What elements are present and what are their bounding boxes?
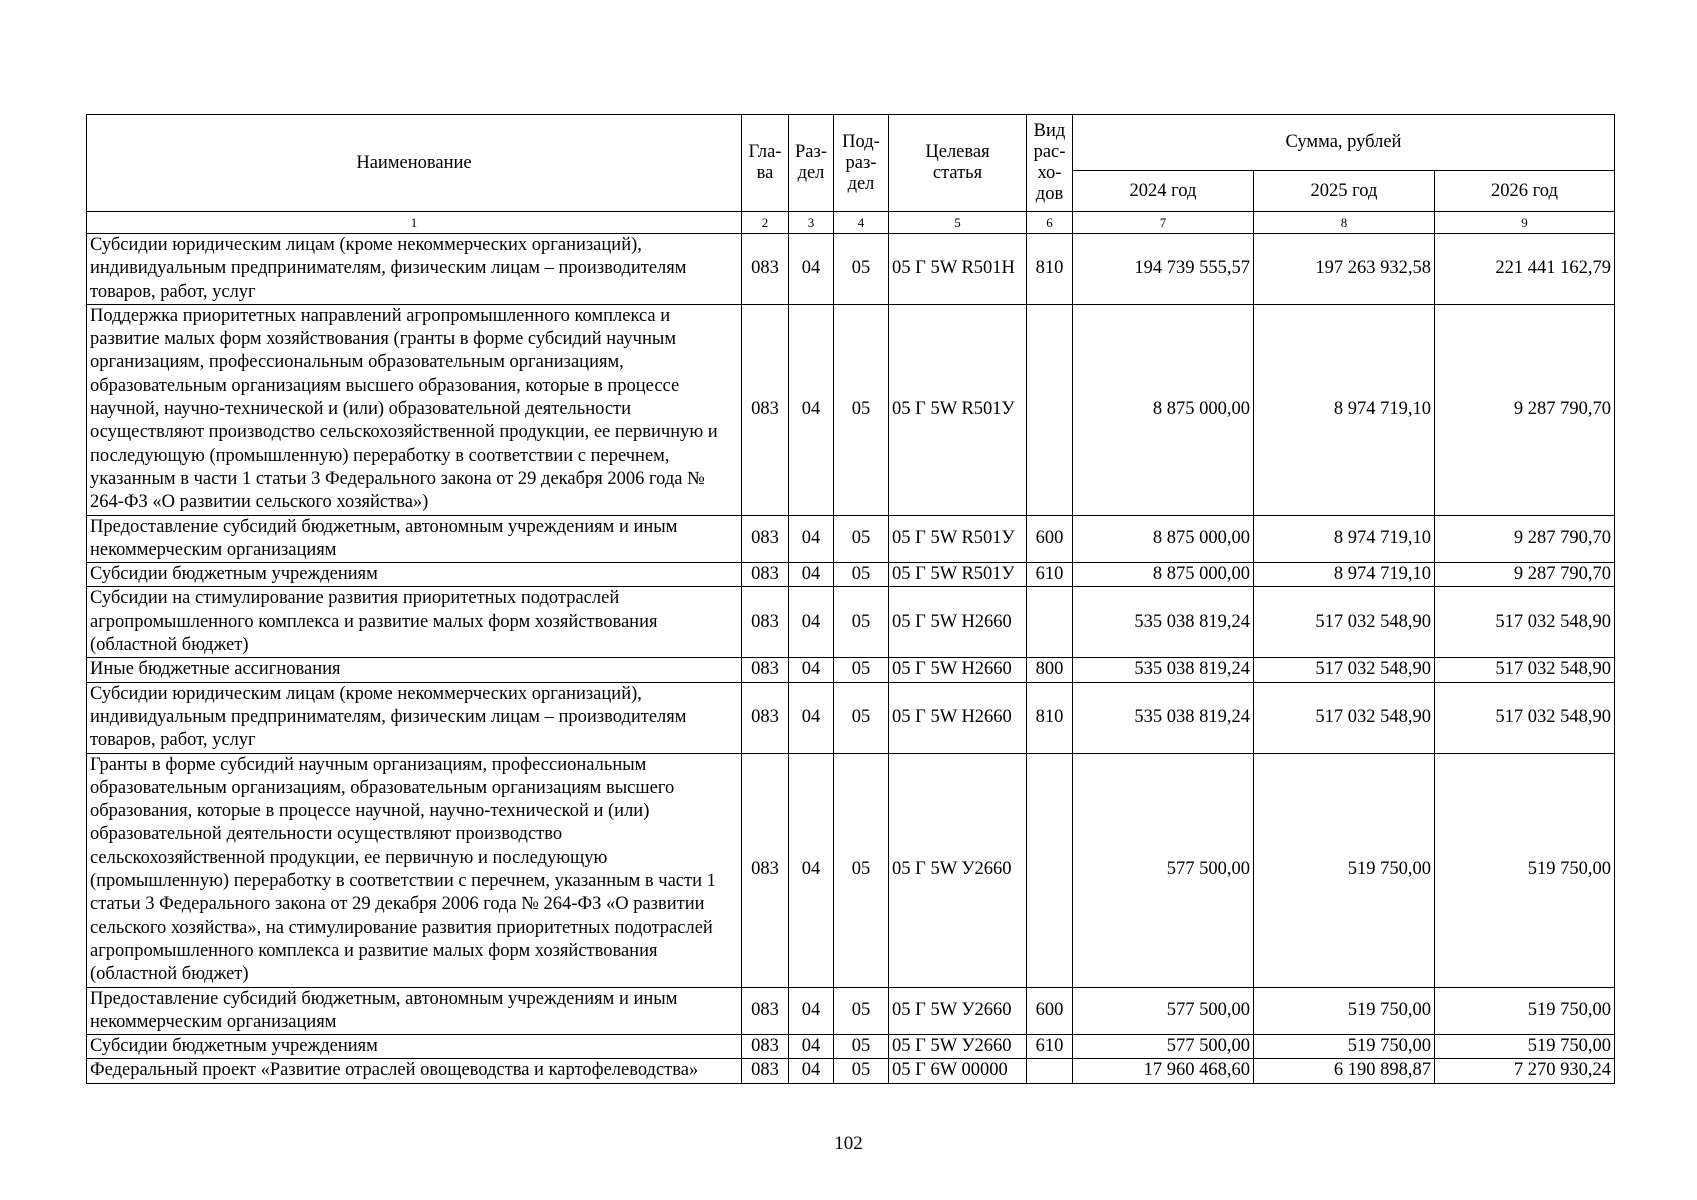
row-razdel: 04 — [789, 1059, 834, 1083]
table-row — [87, 1035, 1615, 1059]
row-amount-2024: 577 500,00 — [1073, 753, 1254, 987]
table-row — [87, 987, 1615, 1035]
row-vid: 810 — [1027, 682, 1073, 753]
row-vid: 600 — [1027, 987, 1073, 1035]
page-number: 102 — [834, 1133, 863, 1154]
row-podrazdel: 05 — [834, 682, 889, 753]
row-target-code: 05 Г 5W Н2660 — [889, 658, 1027, 682]
row-amount-2024: 535 038 819,24 — [1073, 587, 1254, 658]
row-amount-2025: 519 750,00 — [1254, 1035, 1435, 1059]
column-number: 9 — [1435, 212, 1615, 234]
row-razdel: 04 — [789, 304, 834, 515]
row-vid: 810 — [1027, 234, 1073, 305]
row-amount-2025: 517 032 548,90 — [1254, 587, 1435, 658]
row-amount-2025: 8 974 719,10 — [1254, 515, 1435, 563]
row-glava: 083 — [742, 658, 789, 682]
row-target-code: 05 Г 5W У2660 — [889, 753, 1027, 987]
row-razdel: 04 — [789, 587, 834, 658]
row-target-code: 05 Г 5W R501У — [889, 515, 1027, 563]
row-target-code: 05 Г 5W R501У — [889, 563, 1027, 587]
row-glava: 083 — [742, 234, 789, 305]
header-razdel: Раз-дел — [789, 115, 834, 212]
row-podrazdel: 05 — [834, 304, 889, 515]
row-razdel: 04 — [789, 563, 834, 587]
row-glava: 083 — [742, 515, 789, 563]
row-target-code: 05 Г 6W 00000 — [889, 1059, 1027, 1083]
row-amount-2026: 517 032 548,90 — [1435, 682, 1615, 753]
table-row — [87, 587, 1615, 658]
table-row — [87, 304, 1615, 515]
header-year-2026: 2026 год — [1435, 171, 1615, 212]
column-number: 4 — [834, 212, 889, 234]
row-podrazdel: 05 — [834, 1035, 889, 1059]
row-name: Субсидии юридическим лицам (кроме некоммерческих организаций), индивидуальным предпринимателям, физическим лицам – производителям товаров, работ, услуг — [87, 682, 742, 753]
row-glava: 083 — [742, 1059, 789, 1083]
row-amount-2025: 519 750,00 — [1254, 987, 1435, 1035]
row-amount-2026: 519 750,00 — [1435, 753, 1615, 987]
table-row — [87, 682, 1615, 753]
row-glava: 083 — [742, 563, 789, 587]
row-razdel: 04 — [789, 658, 834, 682]
row-name: Гранты в форме субсидий научным организациям, профессиональным образовательным организациям, образовательным организациям высшего образования, которые в процессе научной, научно-технической и (или) образовательной деятельности осуществляют производство сельскохозяйственной продукции, ее первичную и последующую (промышленную) переработку в соответствии с перечнем, указанным в части 1 статьи 3 Федерального закона от 29 декабря 2006 года № 264-ФЗ «О развитии сельского хозяйства», на стимулирование развития приоритетных подотраслей агропромышленного комплекса и развитие малых форм хозяйствования (областной бюджет) — [87, 753, 742, 987]
header-vid-raskhodov: Вид рас-хо-дов — [1027, 115, 1073, 212]
column-number: 3 — [789, 212, 834, 234]
table-row — [87, 658, 1615, 682]
row-amount-2026: 9 287 790,70 — [1435, 515, 1615, 563]
row-vid: 600 — [1027, 515, 1073, 563]
row-razdel: 04 — [789, 753, 834, 987]
column-number: 1 — [87, 212, 742, 234]
row-amount-2024: 535 038 819,24 — [1073, 658, 1254, 682]
row-target-code: 05 Г 5W У2660 — [889, 1035, 1027, 1059]
row-podrazdel: 05 — [834, 587, 889, 658]
header-podrazdel: Под-раз-дел — [834, 115, 889, 212]
row-name: Поддержка приоритетных направлений агропромышленного комплекса и развитие малых форм хозяйствования (гранты в форме субсидий научным организациям, профессиональным образовательным организациям, образовательным организациям высшего образования, которые в процессе научной, научно-технической и (или) образовательной деятельности осуществляют производство сельскохозяйственной продукции, ее первичную и последующую (промышленную) переработку в соответствии с перечнем, указанным в части 1 статьи 3 Федерального закона от 29 декабря 2006 года № 264-ФЗ «О развитии сельского хозяйства») — [87, 304, 742, 515]
row-glava: 083 — [742, 304, 789, 515]
header-year-2025: 2025 год — [1254, 171, 1435, 212]
row-amount-2026: 519 750,00 — [1435, 987, 1615, 1035]
row-vid — [1027, 753, 1073, 987]
header-name: Наименование — [87, 115, 742, 212]
row-amount-2024: 8 875 000,00 — [1073, 563, 1254, 587]
row-amount-2024: 194 739 555,57 — [1073, 234, 1254, 305]
column-number-row — [87, 212, 1615, 234]
budget-table — [86, 114, 1615, 1084]
row-amount-2025: 8 974 719,10 — [1254, 304, 1435, 515]
row-name: Предоставление субсидий бюджетным, автономным учреждениям и иным некоммерческим организациям — [87, 515, 742, 563]
row-amount-2025: 517 032 548,90 — [1254, 658, 1435, 682]
row-amount-2025: 8 974 719,10 — [1254, 563, 1435, 587]
header-glava: Гла-ва — [742, 115, 789, 212]
row-podrazdel: 05 — [834, 1059, 889, 1083]
header-tselevaya-statya: Целевая статья — [889, 115, 1027, 212]
row-amount-2025: 6 190 898,87 — [1254, 1059, 1435, 1083]
table-row — [87, 234, 1615, 305]
row-vid — [1027, 1059, 1073, 1083]
row-razdel: 04 — [789, 234, 834, 305]
row-target-code: 05 Г 5W R501Н — [889, 234, 1027, 305]
column-number: 6 — [1027, 212, 1073, 234]
table-row — [87, 563, 1615, 587]
table-header — [87, 115, 1615, 234]
row-name: Субсидии на стимулирование развития приоритетных подотраслей агропромышленного комплекса и развитие малых форм хозяйствования (областной бюджет) — [87, 587, 742, 658]
row-vid — [1027, 587, 1073, 658]
row-glava: 083 — [742, 987, 789, 1035]
row-amount-2026: 9 287 790,70 — [1435, 563, 1615, 587]
header-summa: Сумма, рублей — [1073, 115, 1615, 171]
row-name: Субсидии бюджетным учреждениям — [87, 1035, 742, 1059]
row-amount-2024: 17 960 468,60 — [1073, 1059, 1254, 1083]
row-amount-2025: 197 263 932,58 — [1254, 234, 1435, 305]
column-number: 2 — [742, 212, 789, 234]
row-name: Предоставление субсидий бюджетным, автономным учреждениям и иным некоммерческим организациям — [87, 987, 742, 1035]
row-amount-2026: 519 750,00 — [1435, 1035, 1615, 1059]
row-podrazdel: 05 — [834, 658, 889, 682]
row-amount-2024: 8 875 000,00 — [1073, 515, 1254, 563]
row-glava: 083 — [742, 753, 789, 987]
row-name: Иные бюджетные ассигнования — [87, 658, 742, 682]
row-amount-2025: 517 032 548,90 — [1254, 682, 1435, 753]
row-amount-2026: 517 032 548,90 — [1435, 587, 1615, 658]
row-podrazdel: 05 — [834, 987, 889, 1035]
table-row — [87, 753, 1615, 987]
row-target-code: 05 Г 5W Н2660 — [889, 587, 1027, 658]
row-amount-2025: 519 750,00 — [1254, 753, 1435, 987]
row-amount-2026: 221 441 162,79 — [1435, 234, 1615, 305]
row-amount-2024: 535 038 819,24 — [1073, 682, 1254, 753]
row-name: Федеральный проект «Развитие отраслей овощеводства и картофелеводства» — [87, 1059, 742, 1083]
header-year-2024: 2024 год — [1073, 171, 1254, 212]
row-razdel: 04 — [789, 1035, 834, 1059]
row-amount-2026: 7 270 930,24 — [1435, 1059, 1615, 1083]
row-glava: 083 — [742, 1035, 789, 1059]
row-razdel: 04 — [789, 987, 834, 1035]
row-amount-2026: 517 032 548,90 — [1435, 658, 1615, 682]
row-target-code: 05 Г 5W У2660 — [889, 987, 1027, 1035]
row-name: Субсидии юридическим лицам (кроме некоммерческих организаций), индивидуальным предпринимателям, физическим лицам – производителям товаров, работ, услуг — [87, 234, 742, 305]
row-amount-2024: 8 875 000,00 — [1073, 304, 1254, 515]
row-amount-2024: 577 500,00 — [1073, 1035, 1254, 1059]
row-name: Субсидии бюджетным учреждениям — [87, 563, 742, 587]
row-razdel: 04 — [789, 682, 834, 753]
table-row — [87, 1059, 1615, 1083]
row-podrazdel: 05 — [834, 234, 889, 305]
table-row — [87, 515, 1615, 563]
row-glava: 083 — [742, 682, 789, 753]
row-glava: 083 — [742, 587, 789, 658]
row-razdel: 04 — [789, 515, 834, 563]
row-podrazdel: 05 — [834, 515, 889, 563]
row-vid: 800 — [1027, 658, 1073, 682]
row-target-code: 05 Г 5W R501У — [889, 304, 1027, 515]
column-number: 5 — [889, 212, 1027, 234]
row-target-code: 05 Г 5W Н2660 — [889, 682, 1027, 753]
row-vid: 610 — [1027, 563, 1073, 587]
row-amount-2024: 577 500,00 — [1073, 987, 1254, 1035]
column-number: 7 — [1073, 212, 1254, 234]
row-vid — [1027, 304, 1073, 515]
column-number: 8 — [1254, 212, 1435, 234]
row-podrazdel: 05 — [834, 563, 889, 587]
row-amount-2026: 9 287 790,70 — [1435, 304, 1615, 515]
row-vid: 610 — [1027, 1035, 1073, 1059]
row-podrazdel: 05 — [834, 753, 889, 987]
